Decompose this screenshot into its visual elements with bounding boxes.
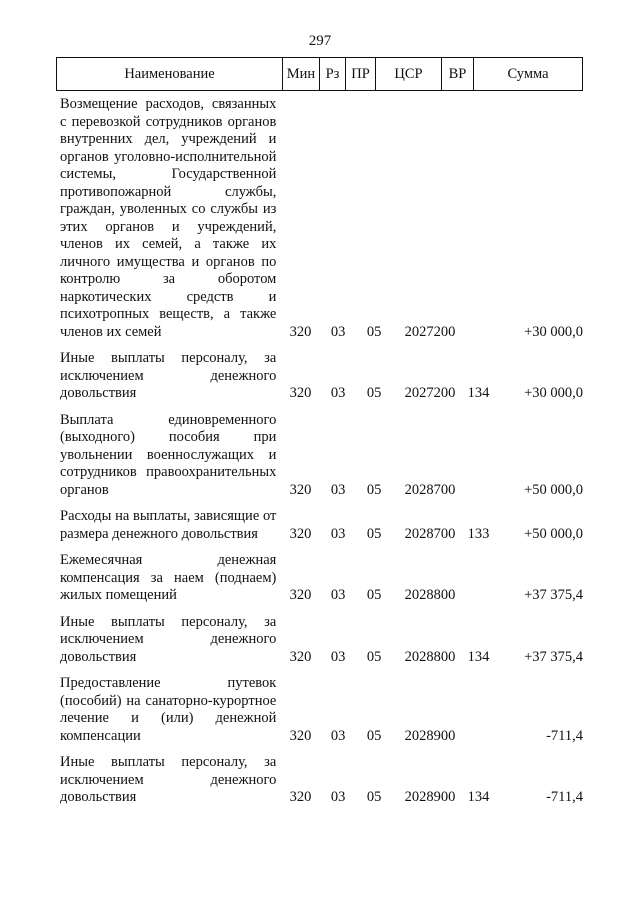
row-rz: 03 <box>330 481 346 498</box>
table-row <box>56 96 583 341</box>
header-pr: ПР <box>346 58 376 90</box>
row-name: Иные выплаты персоналу, за исключением денежного довольствия <box>60 754 277 805</box>
row-rz: 03 <box>330 789 346 805</box>
header-name: Наименование <box>57 58 283 90</box>
row-name: Возмещение расходов, связанных с перевозкой сотрудников органов внутренних дел, учреждений и органов уголовно-исполнительной системы, Государственной противопожарной службы, граждан, уволенных со службы из этих органов и учреждений, членов их семей, а также их личного имущества и органов по контролю за оборотом наркотических средств и психотропных веществ, а также членов их семей <box>60 96 277 340</box>
row-sum: +37 375,4 <box>524 587 583 603</box>
row-rz: 03 <box>330 727 346 744</box>
row-sum: -711,4 <box>546 727 583 744</box>
header-vr: ВР <box>442 58 474 90</box>
row-vr: 134 <box>467 385 490 401</box>
table-header <box>56 57 583 91</box>
row-sum: +37 375,4 <box>524 648 583 665</box>
header-csr: ЦСР <box>376 58 442 90</box>
row-csr: 2028700 <box>404 481 456 498</box>
row-name: Предоставление путевок (пособий) на санаторно-курортное лечение и (или) денежной компенсации <box>60 675 277 744</box>
row-rz: 03 <box>330 385 346 401</box>
row-pr: 05 <box>366 323 382 340</box>
row-name: Выплата единовременного (выходного) пособия при увольнении военнослужащих и сотрудников правоохранительных органов <box>60 411 277 498</box>
row-rz: 03 <box>330 587 346 603</box>
row-min: 320 <box>289 789 312 805</box>
row-pr: 05 <box>366 648 382 665</box>
table-row <box>56 675 583 745</box>
row-vr: 134 <box>467 648 490 665</box>
row-min: 320 <box>289 323 312 340</box>
row-csr: 2027200 <box>404 385 456 401</box>
row-name: Иные выплаты персоналу, за исключением денежного довольствия <box>60 350 277 401</box>
table-row <box>56 412 583 500</box>
table-row <box>56 754 583 807</box>
row-pr: 05 <box>366 525 382 542</box>
row-pr: 05 <box>366 727 382 744</box>
row-pr: 05 <box>366 587 382 603</box>
table-row <box>56 552 583 605</box>
row-sum: +50 000,0 <box>524 481 583 498</box>
row-min: 320 <box>289 385 312 401</box>
row-pr: 05 <box>366 481 382 498</box>
row-csr: 2028800 <box>404 587 456 603</box>
row-csr: 2028900 <box>404 727 456 744</box>
table-body <box>56 96 583 807</box>
row-rz: 03 <box>330 525 346 542</box>
row-rz: 03 <box>330 648 346 665</box>
row-min: 320 <box>289 648 312 665</box>
table-row <box>56 350 583 403</box>
table-row <box>56 508 583 543</box>
row-min: 320 <box>289 481 312 498</box>
row-pr: 05 <box>366 385 382 401</box>
row-csr: 2028900 <box>404 789 456 805</box>
row-name: Расходы на выплаты, зависящие от размера денежного довольствия <box>60 508 277 542</box>
row-csr: 2027200 <box>404 323 456 340</box>
row-csr: 2028700 <box>404 525 456 542</box>
row-name: Ежемесячная денежная компенсация за наем (поднаем) жилых помещений <box>60 552 277 603</box>
row-pr: 05 <box>366 789 382 805</box>
row-min: 320 <box>289 525 312 542</box>
row-vr: 134 <box>467 789 490 805</box>
row-rz: 03 <box>330 323 346 340</box>
table-row <box>56 614 583 667</box>
row-sum: -711,4 <box>546 789 583 805</box>
row-min: 320 <box>289 727 312 744</box>
row-csr: 2028800 <box>404 648 456 665</box>
row-vr: 133 <box>467 525 490 542</box>
header-min: Мин <box>283 58 320 90</box>
header-rz: Рз <box>320 58 346 90</box>
header-sum: Сумма <box>507 65 549 82</box>
page-number: 297 <box>308 33 332 49</box>
row-min: 320 <box>289 587 312 603</box>
row-sum: +30 000,0 <box>524 385 583 401</box>
row-sum: +50 000,0 <box>524 525 583 542</box>
row-sum: +30 000,0 <box>524 323 583 340</box>
row-name: Иные выплаты персоналу, за исключением денежного довольствия <box>60 613 277 665</box>
